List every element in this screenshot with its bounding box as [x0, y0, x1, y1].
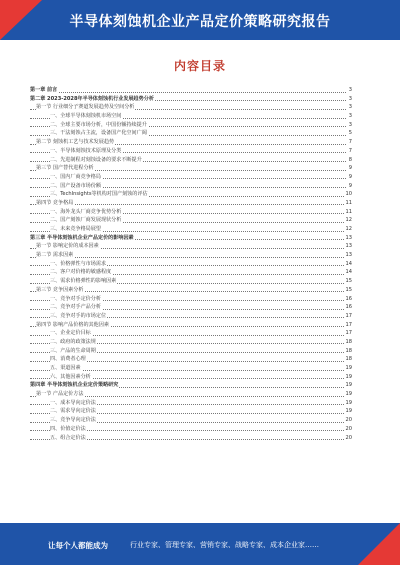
toc-entry-title: 第三章 半导体刻蚀机企业产品定价的影响因素 — [30, 234, 134, 241]
toc-entry-title: 第四节 竞争格局 — [36, 199, 74, 206]
footer-roles: 行业专家、管理专家、营销专家、战略专家、成本企业家…… — [130, 541, 319, 549]
toc-entry-title: 五、渠道因素 — [50, 365, 81, 371]
toc-entry-page: 18 — [345, 356, 352, 363]
toc-entry-page: 19 — [345, 399, 352, 406]
toc-entry-page: 19 — [345, 373, 352, 380]
toc-entry-title: 三、未来竞争格局展望 — [50, 226, 101, 232]
toc-entry-title: 一、企业定价目标 — [50, 330, 91, 337]
toc-entry-page: 20 — [345, 425, 352, 432]
toc-entry[interactable] — [30, 268, 352, 277]
toc-entry-page: 20 — [345, 417, 352, 424]
toc-entry-page: 17 — [345, 321, 352, 328]
toc-entry[interactable] — [30, 164, 352, 173]
toc-entry[interactable] — [30, 190, 352, 199]
toc-entry-page: 9 — [348, 173, 352, 180]
toc-entry-page: 3 — [348, 121, 352, 128]
toc-entry[interactable] — [30, 156, 352, 165]
toc-entry[interactable] — [30, 425, 352, 434]
toc-entry[interactable] — [30, 173, 352, 182]
toc-entry-title: 第二节 刻蚀机工艺与技术发展趋势 — [36, 139, 115, 146]
toc-entry[interactable] — [30, 286, 352, 295]
toc-entry[interactable] — [30, 86, 352, 95]
toc-entry[interactable] — [30, 260, 352, 269]
toc-entry-page: 18 — [345, 347, 352, 354]
toc-entry-title: 三、干法刻蚀占主流，设备国产化空间广阔 — [50, 130, 147, 137]
toc-entry[interactable] — [30, 147, 352, 156]
toc-entry[interactable] — [30, 295, 352, 304]
toc-entry-title: 四、价值定价法 — [50, 425, 86, 432]
toc-entry[interactable] — [30, 129, 352, 138]
toc-entry[interactable] — [30, 321, 352, 330]
toc-entry-page: 15 — [345, 278, 352, 285]
toc-entry[interactable] — [30, 355, 352, 364]
report-title: 半导体刻蚀机企业产品定价策略研究报告 — [69, 14, 331, 30]
toc-entry[interactable] — [30, 373, 352, 382]
toc-entry[interactable] — [30, 199, 352, 208]
toc-entry-title: 二、国产设备市场份额 — [50, 182, 101, 189]
toc-entry-title: 三、产品的生命周期 — [50, 347, 96, 354]
toc-entry-page: 13 — [345, 234, 352, 241]
toc-entry-page: 17 — [345, 312, 352, 319]
toc-entry-title: 二、先进制程对刻蚀设备的要求不断提升 — [50, 156, 142, 163]
toc-entry[interactable] — [30, 182, 352, 191]
toc-leader-dots — [30, 204, 346, 205]
toc-entry-page: 19 — [345, 382, 352, 389]
toc-entry-page: 11 — [345, 208, 352, 215]
toc-entry-page: 19 — [345, 408, 352, 415]
toc-entry[interactable] — [30, 416, 352, 425]
toc-entry-page: 16 — [345, 304, 352, 311]
toc-entry-page: 7 — [348, 147, 352, 154]
toc-entry-title: 第三节 竞争因素分析 — [36, 286, 84, 293]
toc-leader-dots — [30, 257, 346, 258]
toc-entry-title: 第三节 国产替代进程分析 — [36, 165, 94, 172]
toc-entry-title: 第一节 影响定价的成本因素 — [36, 243, 99, 250]
toc-entry[interactable] — [30, 138, 352, 147]
toc-entry[interactable] — [30, 112, 352, 121]
toc-entry-title: 第一节 行业细分子赛道发展趋势及空间分析 — [36, 104, 135, 111]
toc-entry-title: 一、竞争对手定价分析 — [50, 295, 101, 302]
header-banner — [0, 0, 400, 40]
toc-entry-title: 一、半导体刻蚀技术原理及分类 — [50, 147, 122, 154]
toc-entry-title: 三、TechInsights等机构对国产刻蚀的评估 — [50, 191, 148, 198]
toc-entry-page: 10 — [345, 191, 352, 198]
toc-entry[interactable] — [30, 277, 352, 286]
toc-entry-title: 二、全球主要市场分析，中国份额持续提升 — [50, 121, 147, 128]
toc-entry[interactable] — [30, 216, 352, 225]
toc-entry[interactable] — [30, 242, 352, 251]
table-of-contents — [30, 86, 352, 442]
toc-entry-title: 五、组合定价法 — [50, 434, 86, 441]
toc-entry-page: 11 — [345, 199, 352, 206]
toc-entry-title: 一、成本导向定价法 — [50, 399, 96, 406]
toc-entry-page: 5 — [348, 130, 352, 137]
toc-entry-page: 12 — [345, 226, 352, 232]
toc-entry-title: 一、海外龙头厂商竞争优势分析 — [50, 208, 122, 215]
toc-entry-page: 15 — [345, 286, 352, 293]
toc-entry-title: 第四章 半导体刻蚀机企业定价策略研究 — [30, 382, 119, 389]
toc-entry-page: 14 — [345, 260, 352, 267]
toc-entry-page: 19 — [345, 391, 352, 398]
toc-entry-title: 第二章 2023-2028年半导体刻蚀机行业发展趋势分析 — [30, 95, 154, 102]
toc-heading: 内容目录 — [173, 59, 226, 73]
toc-entry-title: 一、国内厂商竞争格局 — [50, 173, 101, 180]
toc-entry-title: 三、竞争导向定价法 — [50, 417, 96, 424]
toc-entry-title: 二、需求导向定价法 — [50, 408, 96, 415]
toc-entry[interactable] — [30, 208, 352, 217]
toc-entry-title: 第一章 前言 — [30, 87, 58, 93]
toc-entry-page: 13 — [345, 252, 352, 259]
toc-entry-page: 8 — [348, 156, 352, 163]
toc-entry-page: 18 — [345, 338, 352, 345]
footer-accent — [358, 523, 400, 565]
toc-entry[interactable] — [30, 312, 352, 321]
toc-entry-page: 3 — [348, 104, 352, 111]
toc-entry[interactable] — [30, 95, 352, 104]
toc-entry[interactable] — [30, 225, 352, 234]
toc-entry-title: 六、其他因素分析 — [50, 373, 91, 380]
toc-entry-page: 20 — [345, 434, 352, 441]
toc-entry[interactable] — [30, 234, 352, 243]
toc-entry-title: 第四节 影响产品价格的其他因素 — [36, 321, 109, 328]
footer-banner — [0, 523, 400, 565]
toc-entry-page: 19 — [345, 365, 352, 371]
toc-entry[interactable] — [30, 103, 352, 112]
toc-entry-page: 3 — [348, 113, 352, 120]
toc-entry-page: 12 — [345, 217, 352, 224]
toc-entry-page: 14 — [345, 269, 352, 276]
toc-entry-page: 17 — [345, 330, 352, 337]
toc-entry-page: 9 — [348, 182, 352, 189]
toc-entry[interactable] — [30, 338, 352, 347]
toc-entry-page: 7 — [348, 139, 352, 146]
toc-entry-title: 二、竞争对手产品分析 — [50, 304, 101, 311]
toc-entry[interactable] — [30, 364, 352, 373]
toc-entry-page: 3 — [348, 87, 352, 93]
toc-entry-title: 第一节 产品定价方法 — [36, 391, 84, 398]
toc-entry[interactable] — [30, 251, 352, 260]
toc-entry-title: 二、国产刻蚀厂商发展现状分析 — [50, 217, 122, 224]
toc-entry[interactable] — [30, 407, 352, 416]
toc-entry[interactable] — [30, 381, 352, 390]
toc-entry-title: 三、需求价格弹性的影响因素 — [50, 278, 117, 285]
toc-entry-page: 16 — [345, 295, 352, 302]
toc-entry[interactable] — [30, 399, 352, 408]
toc-entry[interactable] — [30, 390, 352, 399]
toc-entry[interactable] — [30, 121, 352, 130]
toc-entry-page: 3 — [348, 95, 352, 102]
toc-entry-title: 一、全球半导体刻蚀机市场空间 — [50, 113, 122, 120]
toc-entry[interactable] — [30, 329, 352, 338]
toc-entry[interactable] — [30, 347, 352, 356]
toc-entry-page: 9 — [348, 165, 352, 172]
toc-leader-dots — [30, 92, 346, 93]
toc-entry-title: 二、政府的政策法规 — [50, 338, 96, 345]
toc-entry-title: 四、消费者心理 — [50, 356, 86, 363]
toc-entry[interactable] — [30, 303, 352, 312]
toc-entry[interactable] — [30, 434, 352, 443]
toc-entry-title: 二、客户对价格的敏感程度 — [50, 269, 112, 276]
toc-entry-title: 第二节 需求因素 — [36, 252, 74, 259]
footer-lead: 让每个人都能成为 — [48, 541, 108, 550]
toc-entry-page: 13 — [345, 243, 352, 250]
toc-entry-title: 一、价格弹性与市场需求 — [50, 260, 107, 267]
toc-entry-title: 三、竞争对手的市场定位 — [50, 312, 107, 319]
